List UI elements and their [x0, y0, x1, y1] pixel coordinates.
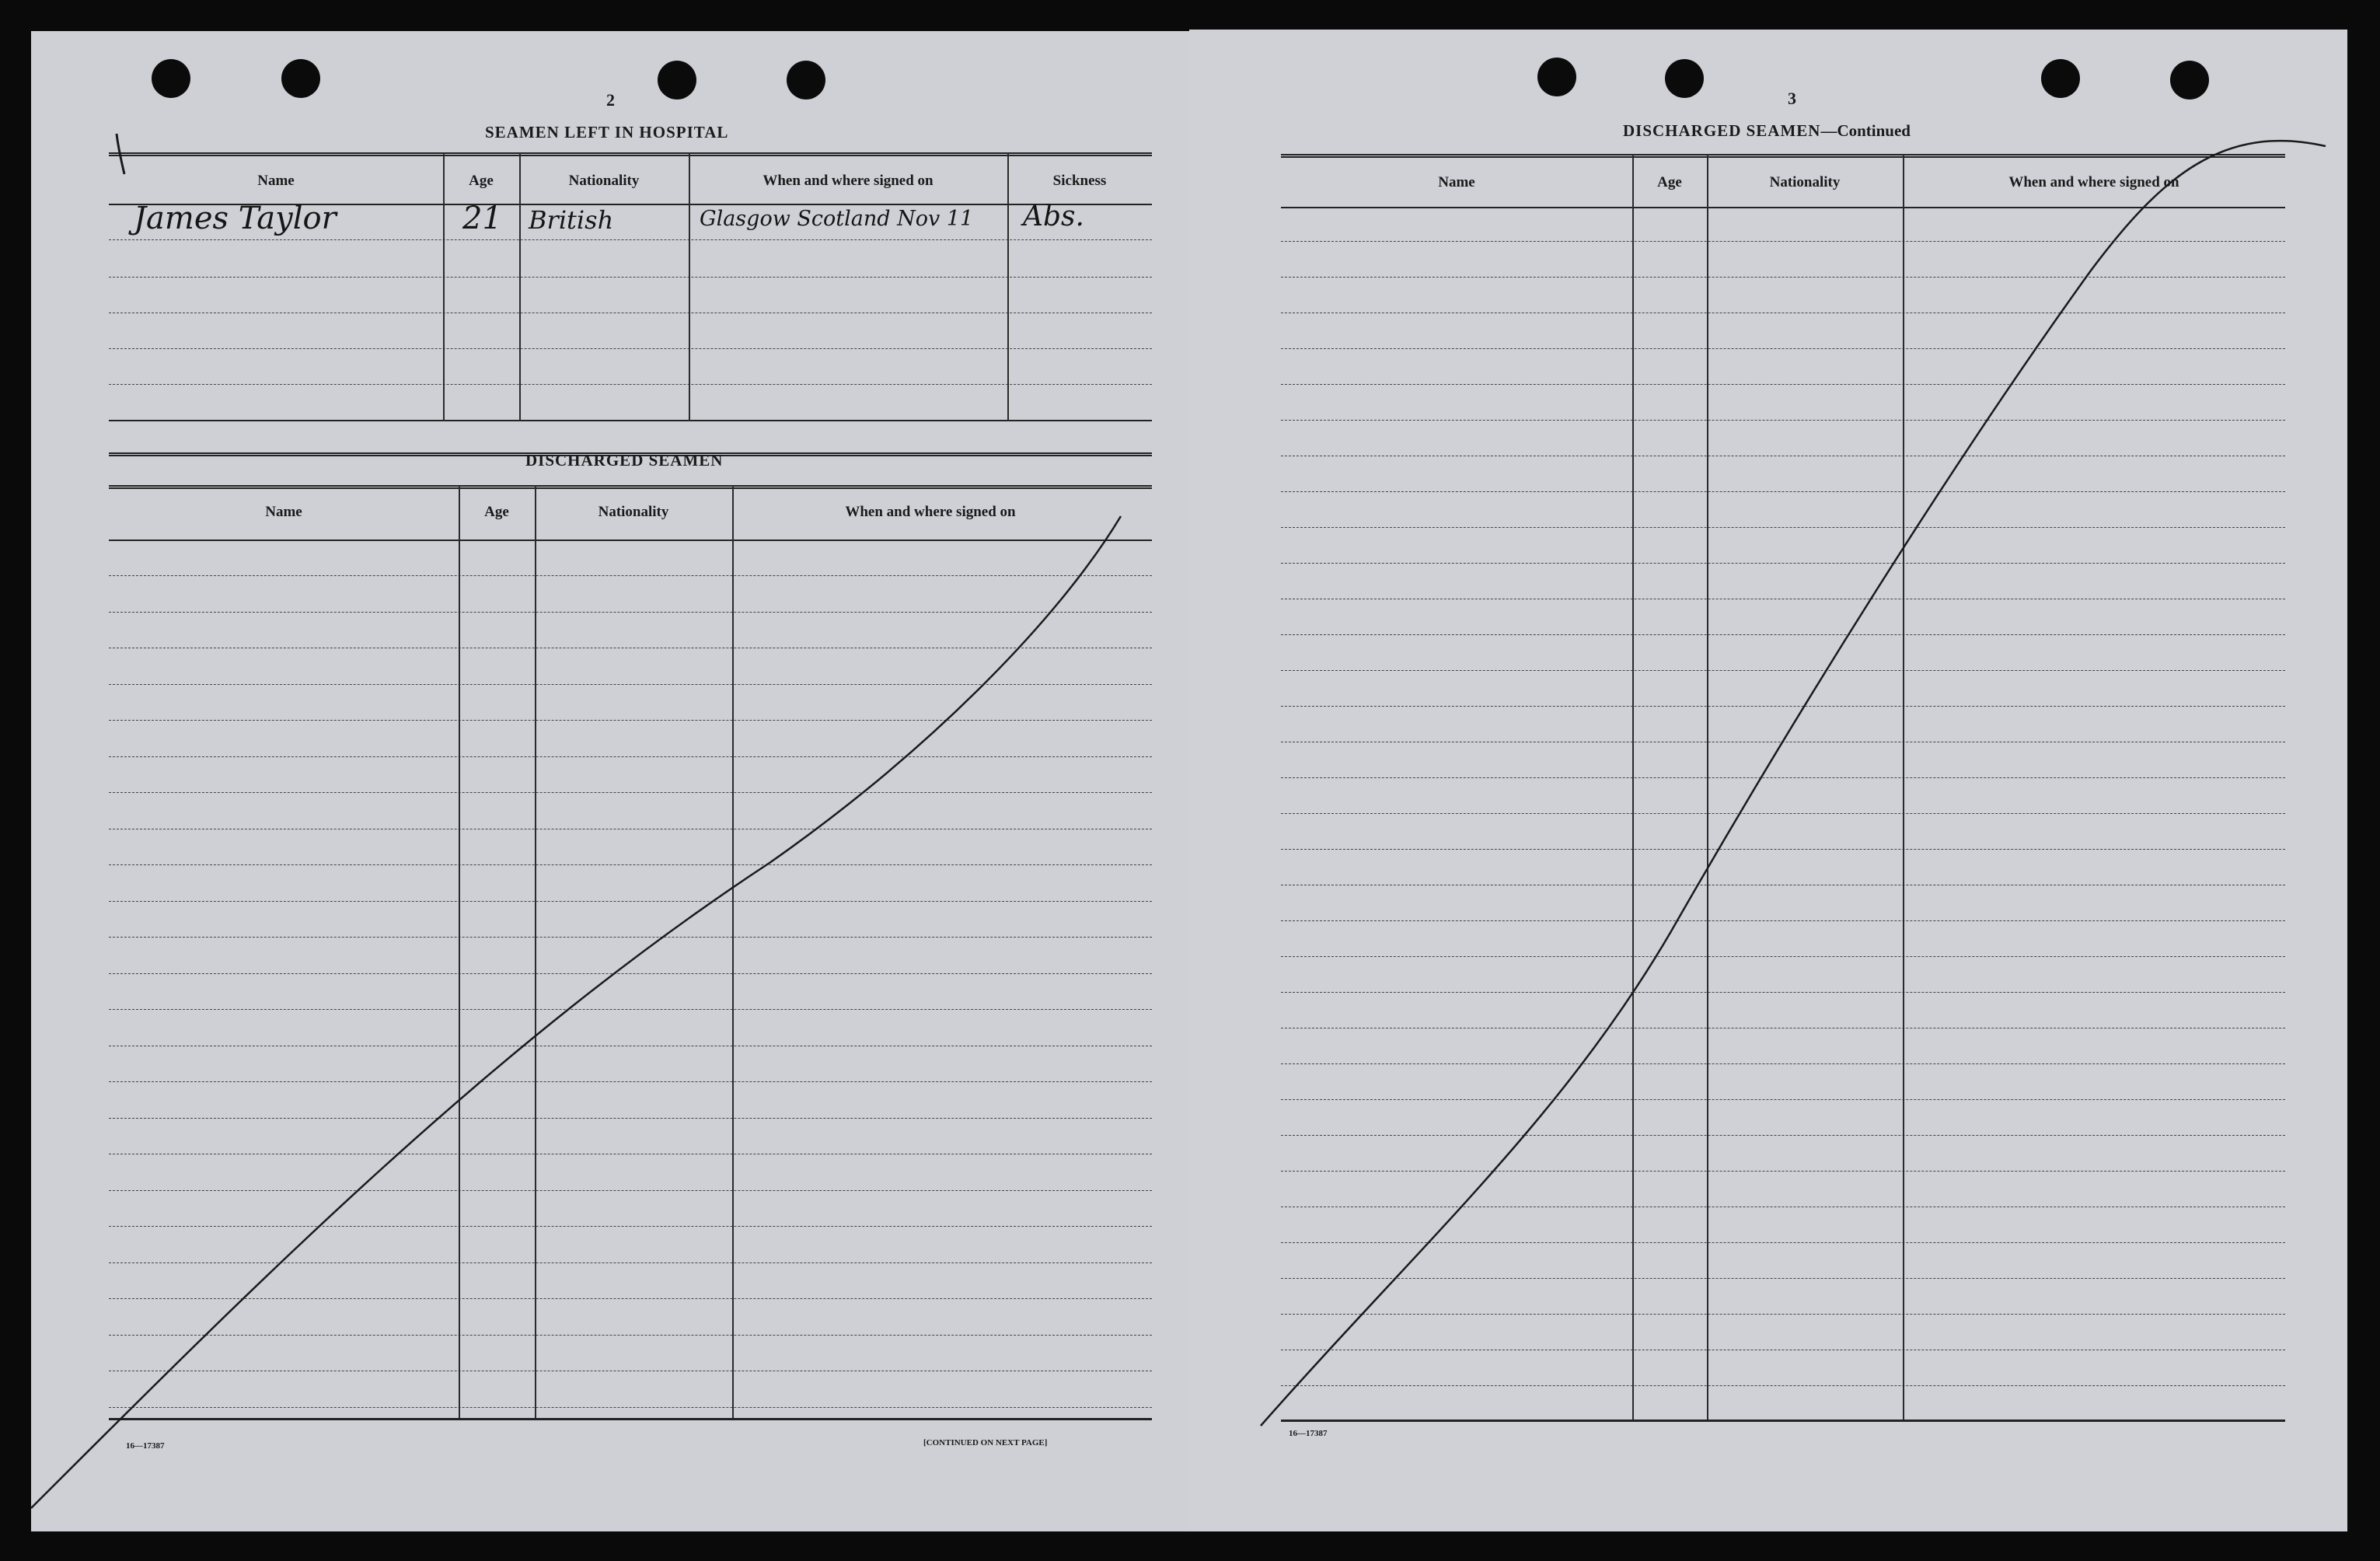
ruled-row [1281, 849, 2285, 850]
ruled-row [1281, 1278, 2285, 1279]
column-header-nationality: Nationality [568, 173, 640, 189]
section-title-main: DISCHARGED SEAMEN [1623, 121, 1821, 140]
handwritten-name: James Taylor [134, 201, 337, 236]
ruled-row [1281, 920, 2285, 921]
right-page [1189, 30, 2347, 1531]
ruled-row [1281, 992, 2285, 993]
ruled-row [109, 720, 1152, 721]
column-header-signed-on: When and where signed on [763, 173, 934, 189]
handwritten-age: 21 [462, 201, 502, 236]
ruled-row [109, 575, 1152, 576]
ruled-row [1281, 956, 2285, 957]
ruled-row [109, 973, 1152, 974]
form-number: 16—17387 [1289, 1429, 1328, 1438]
discharged-section-title: DISCHARGED SEAMEN [525, 451, 724, 470]
ruled-row [1281, 1171, 2285, 1172]
punch-hole [787, 61, 825, 100]
punch-hole [152, 59, 190, 98]
ruled-row [1281, 420, 2285, 421]
column-header-name: Name [1438, 174, 1475, 190]
ruled-row [109, 1407, 1152, 1408]
column-header-name: Name [265, 504, 302, 520]
ruled-row [109, 937, 1152, 938]
ruled-row [1281, 1099, 2285, 1100]
ruled-row [109, 1262, 1152, 1263]
handwritten-signed-on: Glasgow Scotland Nov 11 [700, 207, 974, 231]
ruled-row [1281, 706, 2285, 707]
form-number: 16—17387 [126, 1441, 165, 1451]
ruled-row [1281, 634, 2285, 635]
column-header-age: Age [1657, 174, 1682, 190]
ruled-row [1281, 813, 2285, 814]
column-header-age: Age [484, 504, 509, 520]
ruled-row [109, 756, 1152, 757]
ruled-row [109, 901, 1152, 902]
column-header-signed-on: When and where signed on [2008, 174, 2179, 190]
ruled-row [1281, 384, 2285, 385]
punch-hole [281, 59, 320, 98]
hospital-table [109, 152, 1152, 465]
ruled-row [1281, 241, 2285, 242]
discharged-table [109, 485, 1152, 1438]
ruled-row [109, 684, 1152, 685]
handwritten-sickness: Abs. [1023, 201, 1084, 232]
ruled-row [109, 1009, 1152, 1010]
ruled-row [1281, 777, 2285, 778]
ruled-row [1281, 563, 2285, 564]
ruled-row [1281, 1063, 2285, 1064]
ruled-row [109, 612, 1152, 613]
column-header-name: Name [257, 173, 295, 189]
ruled-row [1281, 277, 2285, 278]
ruled-row [109, 1190, 1152, 1191]
ruled-row [109, 864, 1152, 865]
ruled-row [1281, 527, 2285, 528]
page-number: 2 [606, 90, 615, 110]
ruled-row [1281, 1242, 2285, 1243]
ruled-row [109, 792, 1152, 793]
punch-hole [1665, 59, 1704, 98]
ruled-row [109, 1335, 1152, 1336]
column-header-signed-on: When and where signed on [845, 504, 1016, 520]
ruled-row [1281, 348, 2285, 349]
ruled-row [1281, 1385, 2285, 1386]
ruled-row [1281, 1314, 2285, 1315]
column-header-nationality: Nationality [598, 504, 669, 520]
punch-hole [1537, 58, 1576, 96]
continued-note: [CONTINUED ON NEXT PAGE] [923, 1438, 1048, 1448]
column-header-age: Age [469, 173, 494, 189]
column-header-sickness: Sickness [1052, 173, 1107, 189]
punch-hole [2170, 61, 2209, 100]
ruled-row [109, 1081, 1152, 1082]
left-page [31, 31, 1189, 1531]
section-title-suffix: —Continued [1820, 121, 1911, 140]
hospital-section-title: SEAMEN LEFT IN HOSPITAL [485, 123, 729, 141]
page-number: 3 [1788, 89, 1796, 108]
ruled-row [109, 1298, 1152, 1299]
column-header-nationality: Nationality [1769, 174, 1841, 190]
ruled-row [109, 1226, 1152, 1227]
ruled-row [109, 1118, 1152, 1119]
handwritten-nationality: British [529, 205, 614, 235]
ruled-row [1281, 670, 2285, 671]
punch-hole [2041, 59, 2080, 98]
ruled-row [1281, 491, 2285, 492]
discharged-table-continued [1281, 154, 2285, 1444]
punch-hole [658, 61, 696, 100]
ruled-row [1281, 1135, 2285, 1136]
section-title [1623, 121, 1911, 141]
